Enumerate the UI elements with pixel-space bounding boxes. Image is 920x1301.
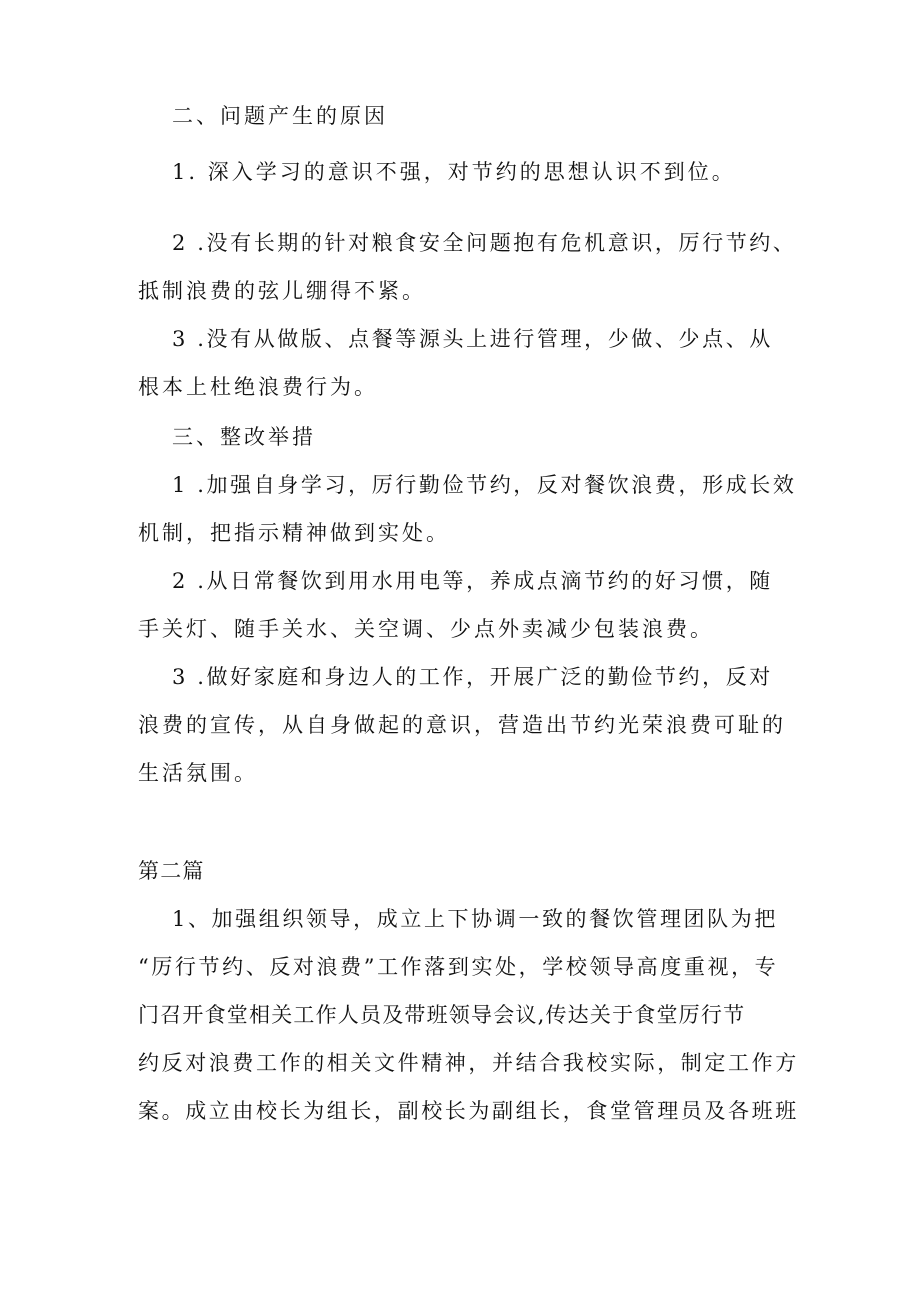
cause-2-line-1: 2 .没有长期的针对粮食安全问题抱有危机意识，厉行节约、 xyxy=(172,231,797,255)
part-two-title: 第二篇 xyxy=(138,859,205,883)
measure-2-line-2: 手关灯、随手关水、关空调、少点外卖减少包装浪费。 xyxy=(138,617,714,641)
measure-2-line-1: 2 .从日常餐饮到用水用电等，养成点滴节约的好习惯，随 xyxy=(172,569,773,593)
section-heading-causes: 二、问题产生的原因 xyxy=(172,104,388,128)
part-two-line-3: 门召开食堂相关工作人员及带班领导会议,传达关于食堂厉行节 xyxy=(138,1003,746,1027)
cause-1-line-1: 1. 深入学习的意识不强，对节约的思想认识不到位。 xyxy=(172,160,736,184)
measure-1-line-2: 机制，把指示精神做到实处。 xyxy=(138,521,450,545)
part-two-line-1: 1、加强组织领导，成立上下协调一致的餐饮管理团队为把 xyxy=(172,907,778,931)
part-two-line-4: 约反对浪费工作的相关文件精神，并结合我校实际，制定工作方 xyxy=(138,1051,799,1075)
cause-3-line-1: 3 .没有从做版、点餐等源头上进行管理，少做、少点、从 xyxy=(172,327,773,351)
measure-3-line-1: 3 .做好家庭和身边人的工作，开展广泛的勤俭节约，反对 xyxy=(172,665,773,689)
cause-3-line-2: 根本上杜绝浪费行为。 xyxy=(138,375,378,399)
part-two-line-5: 案。成立由校长为组长，副校长为副组长，食堂管理员及各班班 xyxy=(138,1099,799,1123)
section-heading-measures: 三、整改举措 xyxy=(172,425,316,449)
cause-2-line-2: 抵制浪费的弦儿绷得不紧。 xyxy=(138,279,426,303)
part-two-line-2: “厉行节约、反对浪费”工作落到实处，学校领导高度重视，专 xyxy=(138,955,779,979)
measure-3-line-3: 生活氛围。 xyxy=(138,761,258,785)
measure-3-line-2: 浪费的宣传，从自身做起的意识，营造出节约光荣浪费可耻的 xyxy=(138,713,786,737)
measure-1-line-1: 1 .加强自身学习，厉行勤俭节约，反对餐饮浪费，形成长效 xyxy=(172,473,797,497)
